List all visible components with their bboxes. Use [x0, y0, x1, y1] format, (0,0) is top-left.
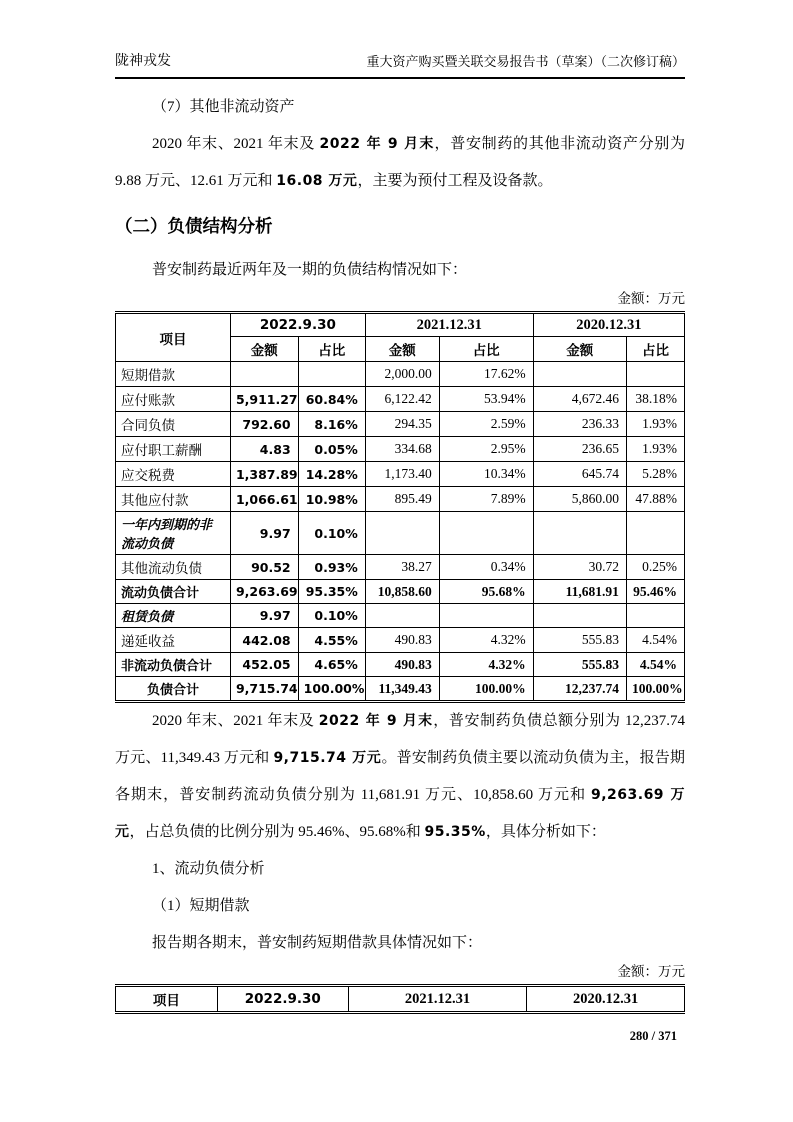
cell-value: 90.52	[230, 555, 298, 580]
cell-value: 2.95%	[439, 437, 533, 462]
cell-value: 9.97	[230, 512, 298, 555]
cell-value: 4.55%	[298, 628, 365, 653]
cell-value: 490.83	[365, 653, 439, 677]
cell-value: 6,122.42	[365, 387, 439, 412]
cell-value: 1,173.40	[365, 462, 439, 487]
text-segment: ，普安制药的其他非流动资产分别为 9.88 万元、12.61 万元和	[115, 136, 685, 189]
row-label: 应付职工薪酬	[116, 437, 231, 462]
text-segment: 9,715.74 万元	[273, 750, 382, 766]
subheading-other-noncurrent-assets: （7）其他非流动资产	[152, 99, 295, 115]
column-header-amount: 金额	[365, 337, 439, 362]
cell-value: 645.74	[533, 462, 626, 487]
cell-value: 95.68%	[439, 580, 533, 604]
cell-value: 452.05	[230, 653, 298, 677]
running-header	[115, 50, 685, 79]
column-header-item: 项目	[116, 986, 218, 1013]
cell-value	[626, 512, 684, 555]
cell-value: 5,860.00	[533, 487, 626, 512]
text-segment: ，具体分析如下：	[485, 824, 606, 840]
row-label: 其他应付款	[116, 487, 231, 512]
cell-value: 555.83	[533, 628, 626, 653]
table-row	[116, 362, 685, 387]
cell-value: 12,237.74	[533, 677, 626, 702]
cell-value: 334.68	[365, 437, 439, 462]
cell-value	[533, 604, 626, 628]
text-segment: ，主要为预付工程及设备款。	[357, 173, 553, 189]
cell-value: 0.25%	[626, 555, 684, 580]
cell-value: 38.18%	[626, 387, 684, 412]
text-segment: 2022 年 9 月末	[319, 136, 435, 152]
table-row	[116, 677, 685, 702]
cell-value: 236.65	[533, 437, 626, 462]
text-segment: ，普安制药负债总额分别为 12,237.74 万元、11,349.43 万元和	[115, 713, 685, 766]
cell-value: 4.54%	[626, 653, 684, 677]
cell-value	[533, 362, 626, 387]
text-segment: 95.35%	[424, 824, 486, 840]
cell-value: 4,672.46	[533, 387, 626, 412]
column-header-amount: 金额	[533, 337, 626, 362]
cell-value: 7.89%	[439, 487, 533, 512]
column-header-ratio: 占比	[626, 337, 684, 362]
cell-value	[626, 604, 684, 628]
text-segment: 2022 年 9 月末	[318, 713, 434, 729]
loan-table-head	[116, 986, 685, 1013]
cell-value: 10,858.60	[365, 580, 439, 604]
row-label: 非流动负债合计	[116, 653, 231, 677]
cell-value: 442.08	[230, 628, 298, 653]
list-item-current-liability-analysis: 1、流动负债分析	[152, 861, 265, 877]
row-label: 租赁负债	[116, 604, 231, 628]
cell-value: 11,349.43	[365, 677, 439, 702]
cell-value: 1,387.89	[230, 462, 298, 487]
unit-label-2: 金额：万元	[617, 964, 685, 979]
cell-value: 5,911.27	[230, 387, 298, 412]
table-row	[116, 628, 685, 653]
table-row	[116, 437, 685, 462]
cell-value	[365, 512, 439, 555]
row-label: 应付账款	[116, 387, 231, 412]
liability-table-head	[116, 313, 685, 362]
cell-value: 2,000.00	[365, 362, 439, 387]
cell-value: 100.00%	[298, 677, 365, 702]
row-label: 一年内到期的非流动负债	[116, 512, 231, 555]
column-header-period-2021: 2021.12.31	[365, 313, 533, 337]
column-header-period-2020: 2020.12.31	[533, 313, 684, 337]
column-header-period-2022: 2022.9.30	[230, 313, 365, 337]
cell-value: 100.00%	[439, 677, 533, 702]
cell-value	[439, 512, 533, 555]
cell-value: 53.94%	[439, 387, 533, 412]
cell-value	[298, 362, 365, 387]
cell-value	[626, 362, 684, 387]
page-number: 280 / 371	[629, 1029, 677, 1043]
cell-value	[439, 604, 533, 628]
table-row	[116, 653, 685, 677]
unit-label-1: 金额：万元	[617, 291, 685, 306]
cell-value: 0.05%	[298, 437, 365, 462]
cell-value: 236.33	[533, 412, 626, 437]
table-row	[116, 412, 685, 437]
column-header-period-2021: 2021.12.31	[348, 986, 527, 1013]
table-row	[116, 487, 685, 512]
cell-value: 555.83	[533, 653, 626, 677]
cell-value	[365, 604, 439, 628]
text-segment: 9,263.69 万元	[115, 787, 685, 840]
cell-value: 14.28%	[298, 462, 365, 487]
cell-value: 895.49	[365, 487, 439, 512]
cell-value: 95.35%	[298, 580, 365, 604]
cell-value: 60.84%	[298, 387, 365, 412]
cell-value: 0.10%	[298, 604, 365, 628]
text-segment: 2020 年末、2021 年末及	[152, 713, 319, 729]
table-row	[116, 580, 685, 604]
paragraph-liability-analysis	[115, 703, 685, 851]
row-label: 递延收益	[116, 628, 231, 653]
text-segment: ，占总负债的比例分别为 95.46%、95.68%和	[129, 824, 425, 840]
cell-value: 5.28%	[626, 462, 684, 487]
cell-value: 1.93%	[626, 437, 684, 462]
paragraph-other-noncurrent-assets	[115, 126, 685, 200]
subheading-short-term-loan: （1）短期借款	[152, 898, 250, 914]
row-label: 合同负债	[116, 412, 231, 437]
cell-value: 4.32%	[439, 628, 533, 653]
table-header-row	[116, 986, 685, 1013]
table-row	[116, 462, 685, 487]
column-header-ratio: 占比	[298, 337, 365, 362]
cell-value: 792.60	[230, 412, 298, 437]
header-report-title: 重大资产购买暨关联交易报告书（草案）（二次修订稿）	[366, 54, 685, 69]
section-heading-liability-structure: （二）负债结构分析	[115, 217, 273, 237]
row-label: 应交税费	[116, 462, 231, 487]
cell-value: 4.32%	[439, 653, 533, 677]
cell-value	[533, 512, 626, 555]
cell-value: 10.34%	[439, 462, 533, 487]
text-segment: 2020 年末、2021 年末及	[152, 136, 320, 152]
column-header-ratio: 占比	[439, 337, 533, 362]
table-row	[116, 555, 685, 580]
text-segment: 16.08 万元	[276, 173, 358, 189]
cell-value: 1.93%	[626, 412, 684, 437]
cell-value: 38.27	[365, 555, 439, 580]
cell-value: 9,715.74	[230, 677, 298, 702]
cell-value: 11,681.91	[533, 580, 626, 604]
short-term-loan-table	[115, 984, 685, 1014]
cell-value: 1,066.61	[230, 487, 298, 512]
table-row	[116, 604, 685, 628]
cell-value: 30.72	[533, 555, 626, 580]
paragraph-liability-intro: 普安制药最近两年及一期的负债结构情况如下：	[152, 262, 468, 278]
cell-value: 294.35	[365, 412, 439, 437]
liability-structure-table	[115, 311, 685, 703]
row-label: 流动负债合计	[116, 580, 231, 604]
cell-value: 0.93%	[298, 555, 365, 580]
cell-value: 4.83	[230, 437, 298, 462]
cell-value: 4.65%	[298, 653, 365, 677]
text-segment: 。普安制药负债主要以流动负债为主，报告期各期末，普安制药流动负债分别为 11,681.91 万元、10,858.60 万元和	[115, 750, 685, 803]
paragraph-short-term-loan-intro: 报告期各期末，普安制药短期借款具体情况如下：	[152, 935, 483, 951]
cell-value: 47.88%	[626, 487, 684, 512]
cell-value: 490.83	[365, 628, 439, 653]
cell-value: 10.98%	[298, 487, 365, 512]
cell-value: 17.62%	[439, 362, 533, 387]
cell-value: 9.97	[230, 604, 298, 628]
cell-value: 8.16%	[298, 412, 365, 437]
cell-value: 2.59%	[439, 412, 533, 437]
cell-value: 100.00%	[626, 677, 684, 702]
cell-value: 0.34%	[439, 555, 533, 580]
cell-value	[230, 362, 298, 387]
header-company-name: 陇神戎发	[115, 54, 171, 69]
column-header-period-2022: 2022.9.30	[217, 986, 348, 1013]
column-header-period-2020: 2020.12.31	[527, 986, 685, 1013]
table-header-row-periods	[116, 313, 685, 337]
column-header-item: 项目	[116, 313, 231, 362]
liability-table-body	[116, 362, 685, 702]
table-row	[116, 387, 685, 412]
row-label: 其他流动负债	[116, 555, 231, 580]
table-row	[116, 512, 685, 555]
cell-value: 95.46%	[626, 580, 684, 604]
column-header-amount: 金额	[230, 337, 298, 362]
row-label: 短期借款	[116, 362, 231, 387]
cell-value: 0.10%	[298, 512, 365, 555]
row-label: 负债合计	[116, 677, 231, 702]
cell-value: 4.54%	[626, 628, 684, 653]
cell-value: 9,263.69	[230, 580, 298, 604]
spacer	[115, 79, 685, 89]
